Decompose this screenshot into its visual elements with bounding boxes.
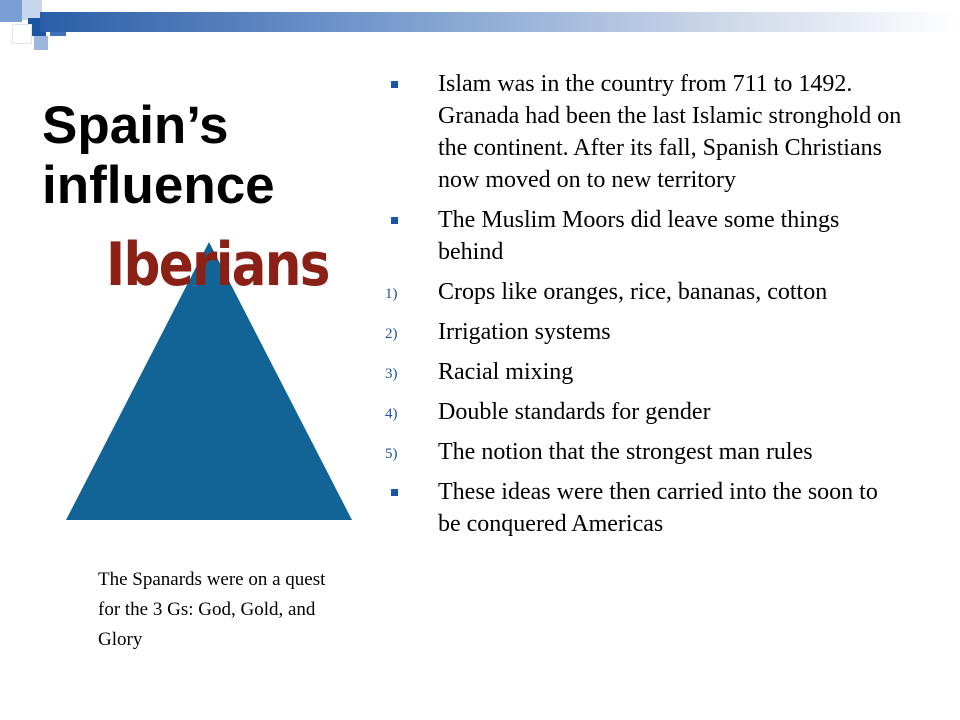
bullet-list <box>385 68 905 548</box>
list-number: 1) <box>385 286 398 302</box>
list-item <box>385 68 905 196</box>
list-number: 2) <box>385 326 398 342</box>
header-gradient-bar <box>40 12 960 32</box>
list-item <box>385 276 905 308</box>
list-item <box>385 356 905 388</box>
list-item <box>385 396 905 428</box>
list-item-text: Racial mixing <box>438 359 574 385</box>
caption-text: The Spanards were on a quest for the 3 Gs: God, Gold, and Glory <box>98 569 326 650</box>
list-item <box>385 476 905 540</box>
list-item <box>385 436 905 468</box>
list-item-text: Islam was in the country from 711 to 1492. Granada had been the last Islamic stronghold on the continent. After its fall, Spanish Christians now moved on to new territory <box>438 71 902 193</box>
list-item-text: The Muslim Moors did leave some things behind <box>438 207 840 265</box>
list-item-text: These ideas were then carried into the soon to be conquered Americas <box>438 479 878 537</box>
title-line-2: influence <box>42 156 275 215</box>
list-item <box>385 316 905 348</box>
list-number: 5) <box>385 446 398 462</box>
list-number: 4) <box>385 406 398 422</box>
list-item-text: Crops like oranges, rice, bananas, cotton <box>438 279 828 305</box>
list-item-text: Double standards for gender <box>438 399 711 425</box>
list-item-text: Irrigation systems <box>438 319 611 345</box>
list-item-text: The notion that the strongest man rules <box>438 439 813 465</box>
slide-title <box>42 96 275 216</box>
iberians-wordart: Iberians <box>106 230 329 300</box>
list-number: 3) <box>385 366 398 382</box>
title-line-1: Spain’s <box>42 96 229 155</box>
list-item <box>385 204 905 268</box>
